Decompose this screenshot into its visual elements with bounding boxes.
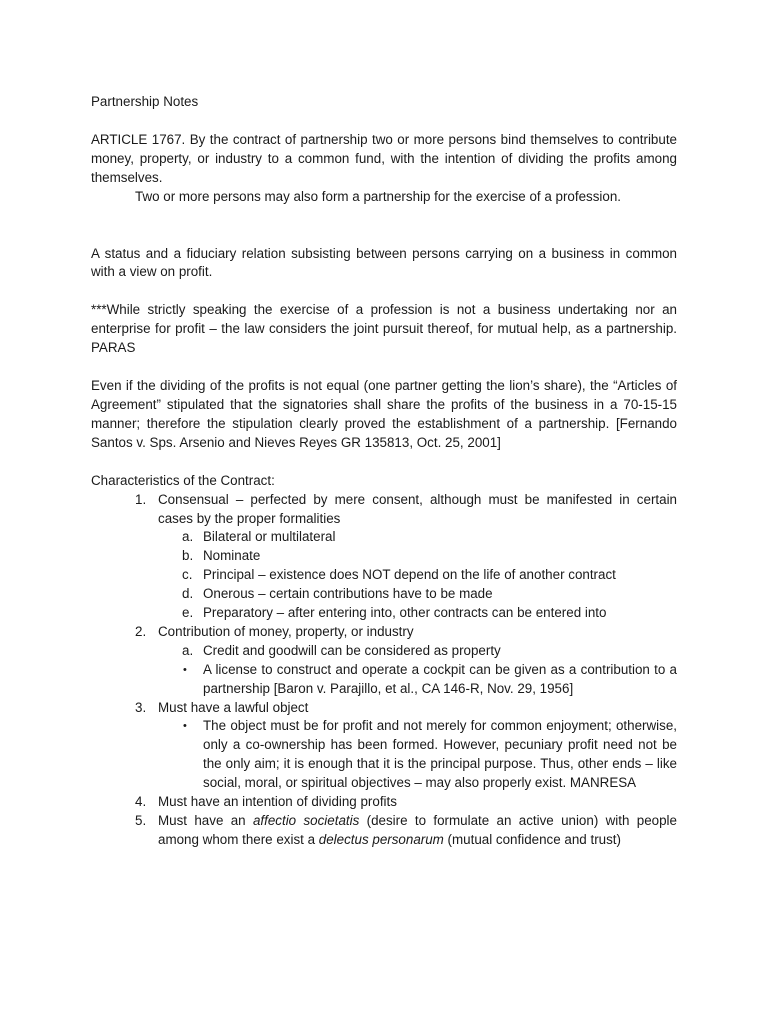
profession-note-paragraph: ***While strictly speaking the exercise of a profession is not a business undertaking nor an enterprise for profit – the law considers the joint pursuit thereof, for mutual help, as a partnership. PARAS [91, 302, 677, 356]
sub-list-item [91, 717, 677, 793]
sub-list-item [91, 604, 677, 623]
sub-list-marker: e. [182, 605, 194, 621]
sub-list-item-text: Nominate [203, 548, 261, 564]
list-item [91, 623, 677, 642]
document-title: Partnership Notes [91, 94, 199, 109]
sub-list-item [91, 661, 677, 699]
characteristics-list [91, 491, 677, 850]
list-item-text: Must have a lawful object [158, 699, 309, 715]
italic-term-affectio-societatis: affectio societatis [252, 813, 360, 828]
bullet-icon: • [183, 720, 187, 733]
profits-note-paragraph: Even if the dividing of the profits is not equal (one partner getting the lion’s share), the “Articles of Agreement” stipulated that the signatories shall share the profits of the business in a 70-15-15 manner; therefore the stipulation clearly proved the establishment of a partnership. [Fernando Santos v. Sps. Arsenio and Nieves Reyes GR 135813, Oct. 25, 2001] [91, 378, 677, 450]
list-item [91, 699, 677, 718]
list-item-text [158, 812, 677, 850]
bullet-icon: • [183, 663, 187, 676]
document-page [91, 93, 677, 850]
sub-list-marker: b. [182, 548, 194, 564]
text-run: (mutual confidence and trust) [443, 831, 621, 847]
sub-list-item-text: Preparatory – after entering into, other contracts can be entered into [203, 605, 607, 621]
list-number: 2. [135, 623, 147, 639]
definition-paragraph: A status and a fiduciary relation subsisting between persons carrying on a business in common with a view on profit. [91, 245, 677, 280]
sub-list-item-text: Credit and goodwill can be considered as property [203, 642, 501, 658]
list-item-text: Contribution of money, property, or industry [158, 623, 414, 639]
article-1767-second-paragraph: Two or more persons may also form a partnership for the exercise of a profession. [135, 188, 621, 204]
list-number: 5. [135, 813, 147, 828]
sub-list-marker: a. [182, 529, 194, 545]
sub-list-item-text: Onerous – certain contributions have to be made [203, 586, 493, 602]
sub-list-item-text: The object must be for profit and not merely for common enjoyment; otherwise, only a co-ownership has been formed. However, pecuniary profit need not be the only aim; it is enough that it is the principal purpose. Thus, other ends – like social, moral, or spiritual objectives – may also properly exist. MANRESA [203, 718, 677, 791]
sub-list-item [91, 566, 677, 585]
list-number: 4. [135, 794, 147, 810]
list-number: 1. [135, 491, 147, 507]
sub-list-item [91, 642, 677, 661]
list-item [91, 491, 677, 529]
list-item [91, 812, 677, 850]
sub-list-item-text: Bilateral or multilateral [203, 529, 336, 545]
text-run: (desire to formulate an active union) with people among whom there exist a [158, 813, 677, 847]
list-item-text: Consensual – perfected by mere consent, although must be manifested in certain cases by the proper formalities [158, 491, 677, 526]
italic-term-delectus-personarum: delectus personarum [318, 831, 444, 847]
sub-list-item [91, 547, 677, 566]
list-item-text: Must have an intention of dividing profits [158, 794, 397, 810]
text-run: Must have an [158, 813, 253, 828]
article-1767-paragraph: ARTICLE 1767. By the contract of partnership two or more persons bind themselves to contribute money, property, or industry to a common fund, with the intention of dividing the profits among themselves. [91, 131, 677, 185]
list-number: 3. [135, 699, 147, 715]
sub-list-marker: a. [182, 642, 194, 658]
characteristics-heading: Characteristics of the Contract: [91, 472, 275, 488]
sub-list-item-text: Principal – existence does NOT depend on the life of another contract [203, 567, 616, 583]
list-item [91, 793, 677, 812]
sub-list-item [91, 528, 677, 547]
sub-list-marker: d. [182, 586, 194, 602]
sub-list-item [91, 585, 677, 604]
sub-list-marker: c. [182, 567, 193, 583]
sub-list-item-text: A license to construct and operate a cockpit can be given as a contribution to a partnership [Baron v. Parajillo, et al., CA 146-R, Nov. 29, 1956] [203, 661, 677, 696]
